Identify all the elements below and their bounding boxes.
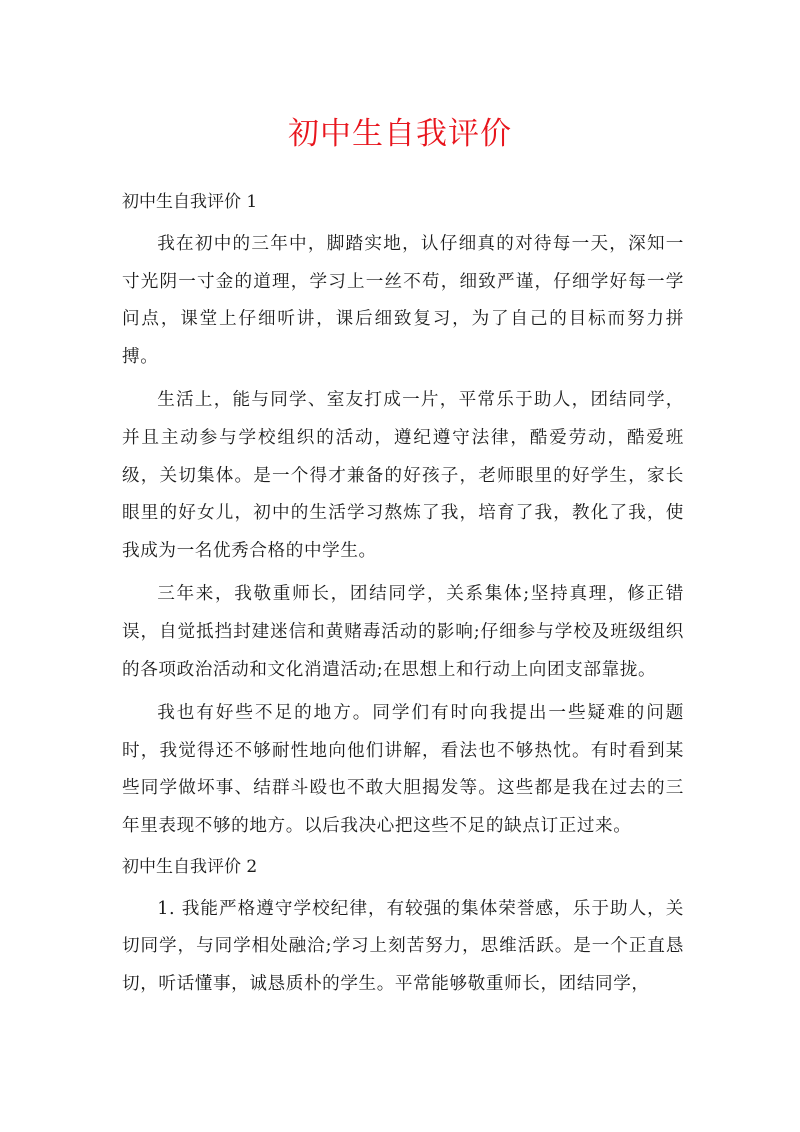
paragraph: 三年来，我敬重师长，团结同学，关系集体;坚持真理，修正错误，自觉抵挡封建迷信和黄赌毒活动的影响;仔细参与学校及班级组织的各项政治活动和文化消遣活动;在思想上和行动上向团支部靠拢。: [122, 584, 684, 680]
section-heading-1: 初中生自我评价 1: [122, 192, 258, 212]
paragraph: 1. 我能严格遵守学校纪律，有较强的集体荣誉感，乐于助人，关切同学，与同学相处融洽;学习上刻苦努力，思维活跃。是一个正直恳切，听话懂事，诚恳质朴的学生。平常能够敬重师长，团结同学，: [122, 898, 684, 994]
section-heading-2: 初中生自我评价 2: [122, 856, 258, 877]
paragraph: 我也有好些不足的地方。同学们有时向我提出一些疑难的问题时，我觉得还不够耐性地向他们讲解，看法也不够热忱。有时看到某些同学做坏事、结群斗殴也不敢大胆揭发等。这些都是我在过去的三年里表现不够的地方。以后我决心把这些不足的缺点订正过来。: [122, 703, 684, 836]
paragraph: 生活上，能与同学、室友打成一片，平常乐于助人，团结同学，并且主动参与学校组织的活动，遵纪遵守法律，酷爱劳动，酷爱班级，关切集体。是一个得才兼备的好孩子，老师眼里的好学生，家长眼里的好女儿，初中的生活学习熬炼了我，培育了我，教化了我，使我成为一名优秀合格的中学生。: [122, 390, 684, 561]
document-title: 初中生自我评价: [288, 116, 512, 152]
document-body: [122, 183, 684, 1009]
paragraph: 我在初中的三年中，脚踏实地，认仔细真的对待每一天，深知一寸光阴一寸金的道理，学习上一丝不苟，细致严谨，仔细学好每一学问点，课堂上仔细听讲，课后细致复习，为了自己的目标而努力拼搏。: [122, 234, 684, 367]
